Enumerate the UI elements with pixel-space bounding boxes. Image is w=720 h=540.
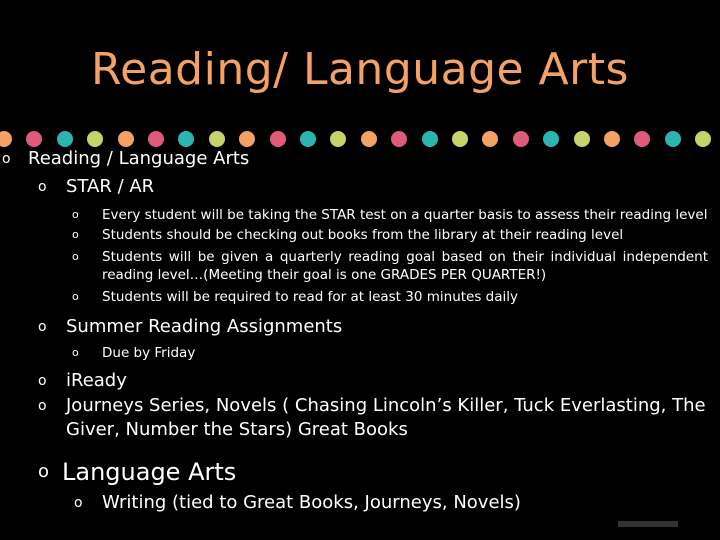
dot-divider: [0, 131, 720, 147]
bullet-language-arts: [0, 454, 712, 490]
star-point: [0, 206, 708, 224]
bullet-marker: o: [72, 228, 79, 241]
bullet-star-ar: [0, 174, 712, 202]
bullet-marker: o: [72, 208, 79, 221]
divider-dot: [604, 131, 620, 147]
bullet-text: Students will be given a quarterly reading goal based on their individual independent reading level…(Meeting their goal is one GRADES PER QUARTER!): [102, 249, 708, 283]
slide-content: [0, 146, 712, 518]
divider-dot: [361, 131, 377, 147]
bullet-marker: o: [74, 495, 83, 511]
bullet-marker: o: [38, 179, 47, 195]
divider-dot: [209, 131, 225, 147]
bullet-marker: o: [72, 250, 79, 263]
bullet-marker: o: [38, 461, 50, 482]
divider-dot: [270, 131, 286, 147]
summer-point: [0, 344, 708, 362]
slide-title: Reading/ Language Arts: [91, 44, 629, 95]
bullet-summer-reading: [0, 314, 712, 342]
bullet-text: STAR / AR: [66, 176, 155, 197]
divider-dot: [239, 131, 255, 147]
bullet-text: Every student will be taking the STAR test on a quarter basis to assess their reading level: [102, 207, 708, 223]
bullet-reading-language-arts: [0, 146, 712, 174]
divider-dot: [665, 131, 681, 147]
divider-dot: [513, 131, 529, 147]
divider-dot: [57, 131, 73, 147]
divider-dot: [178, 131, 194, 147]
footer-logo: [618, 521, 678, 527]
divider-dot: [452, 131, 468, 147]
bullet-text: Students will be required to read for at least 30 minutes daily: [102, 289, 519, 305]
divider-dot: [148, 131, 164, 147]
bullet-marker: o: [72, 290, 79, 303]
divider-dot: [482, 131, 498, 147]
star-point: [0, 288, 708, 306]
divider-dot: [574, 131, 590, 147]
divider-dot: [543, 131, 559, 147]
star-point: [0, 248, 708, 284]
divider-dot: [391, 131, 407, 147]
bullet-text: Journeys Series, Novels ( Chasing Lincoln’s Killer, Tuck Everlasting, The Giver, Number the Stars) Great Books: [66, 395, 706, 440]
divider-dot: [118, 131, 134, 147]
bullet-iready: [0, 368, 712, 394]
bullet-marker: o: [38, 319, 47, 335]
bullet-writing: [0, 490, 712, 518]
divider-dot: [330, 131, 346, 147]
bullet-text: Students should be checking out books from the library at their reading level: [102, 227, 624, 243]
divider-dot: [300, 131, 316, 147]
divider-dot: [634, 131, 650, 147]
bullet-text: iReady: [66, 370, 127, 391]
bullet-marker: o: [2, 151, 11, 167]
bullet-text: Reading / Language Arts: [28, 148, 250, 169]
bullet-journeys: [0, 394, 712, 442]
bullet-text: Due by Friday: [102, 345, 196, 361]
divider-dot: [422, 131, 438, 147]
divider-dot: [26, 131, 42, 147]
bullet-marker: o: [38, 398, 47, 414]
bullet-marker: o: [38, 373, 47, 389]
star-point: [0, 226, 708, 244]
divider-dot: [0, 131, 12, 147]
bullet-text: Language Arts: [62, 458, 237, 486]
bullet-text: Writing (tied to Great Books, Journeys, Novels): [102, 492, 521, 513]
bullet-marker: o: [72, 346, 79, 359]
divider-dot: [695, 131, 711, 147]
bullet-text: Summer Reading Assignments: [66, 316, 343, 337]
divider-dot: [87, 131, 103, 147]
